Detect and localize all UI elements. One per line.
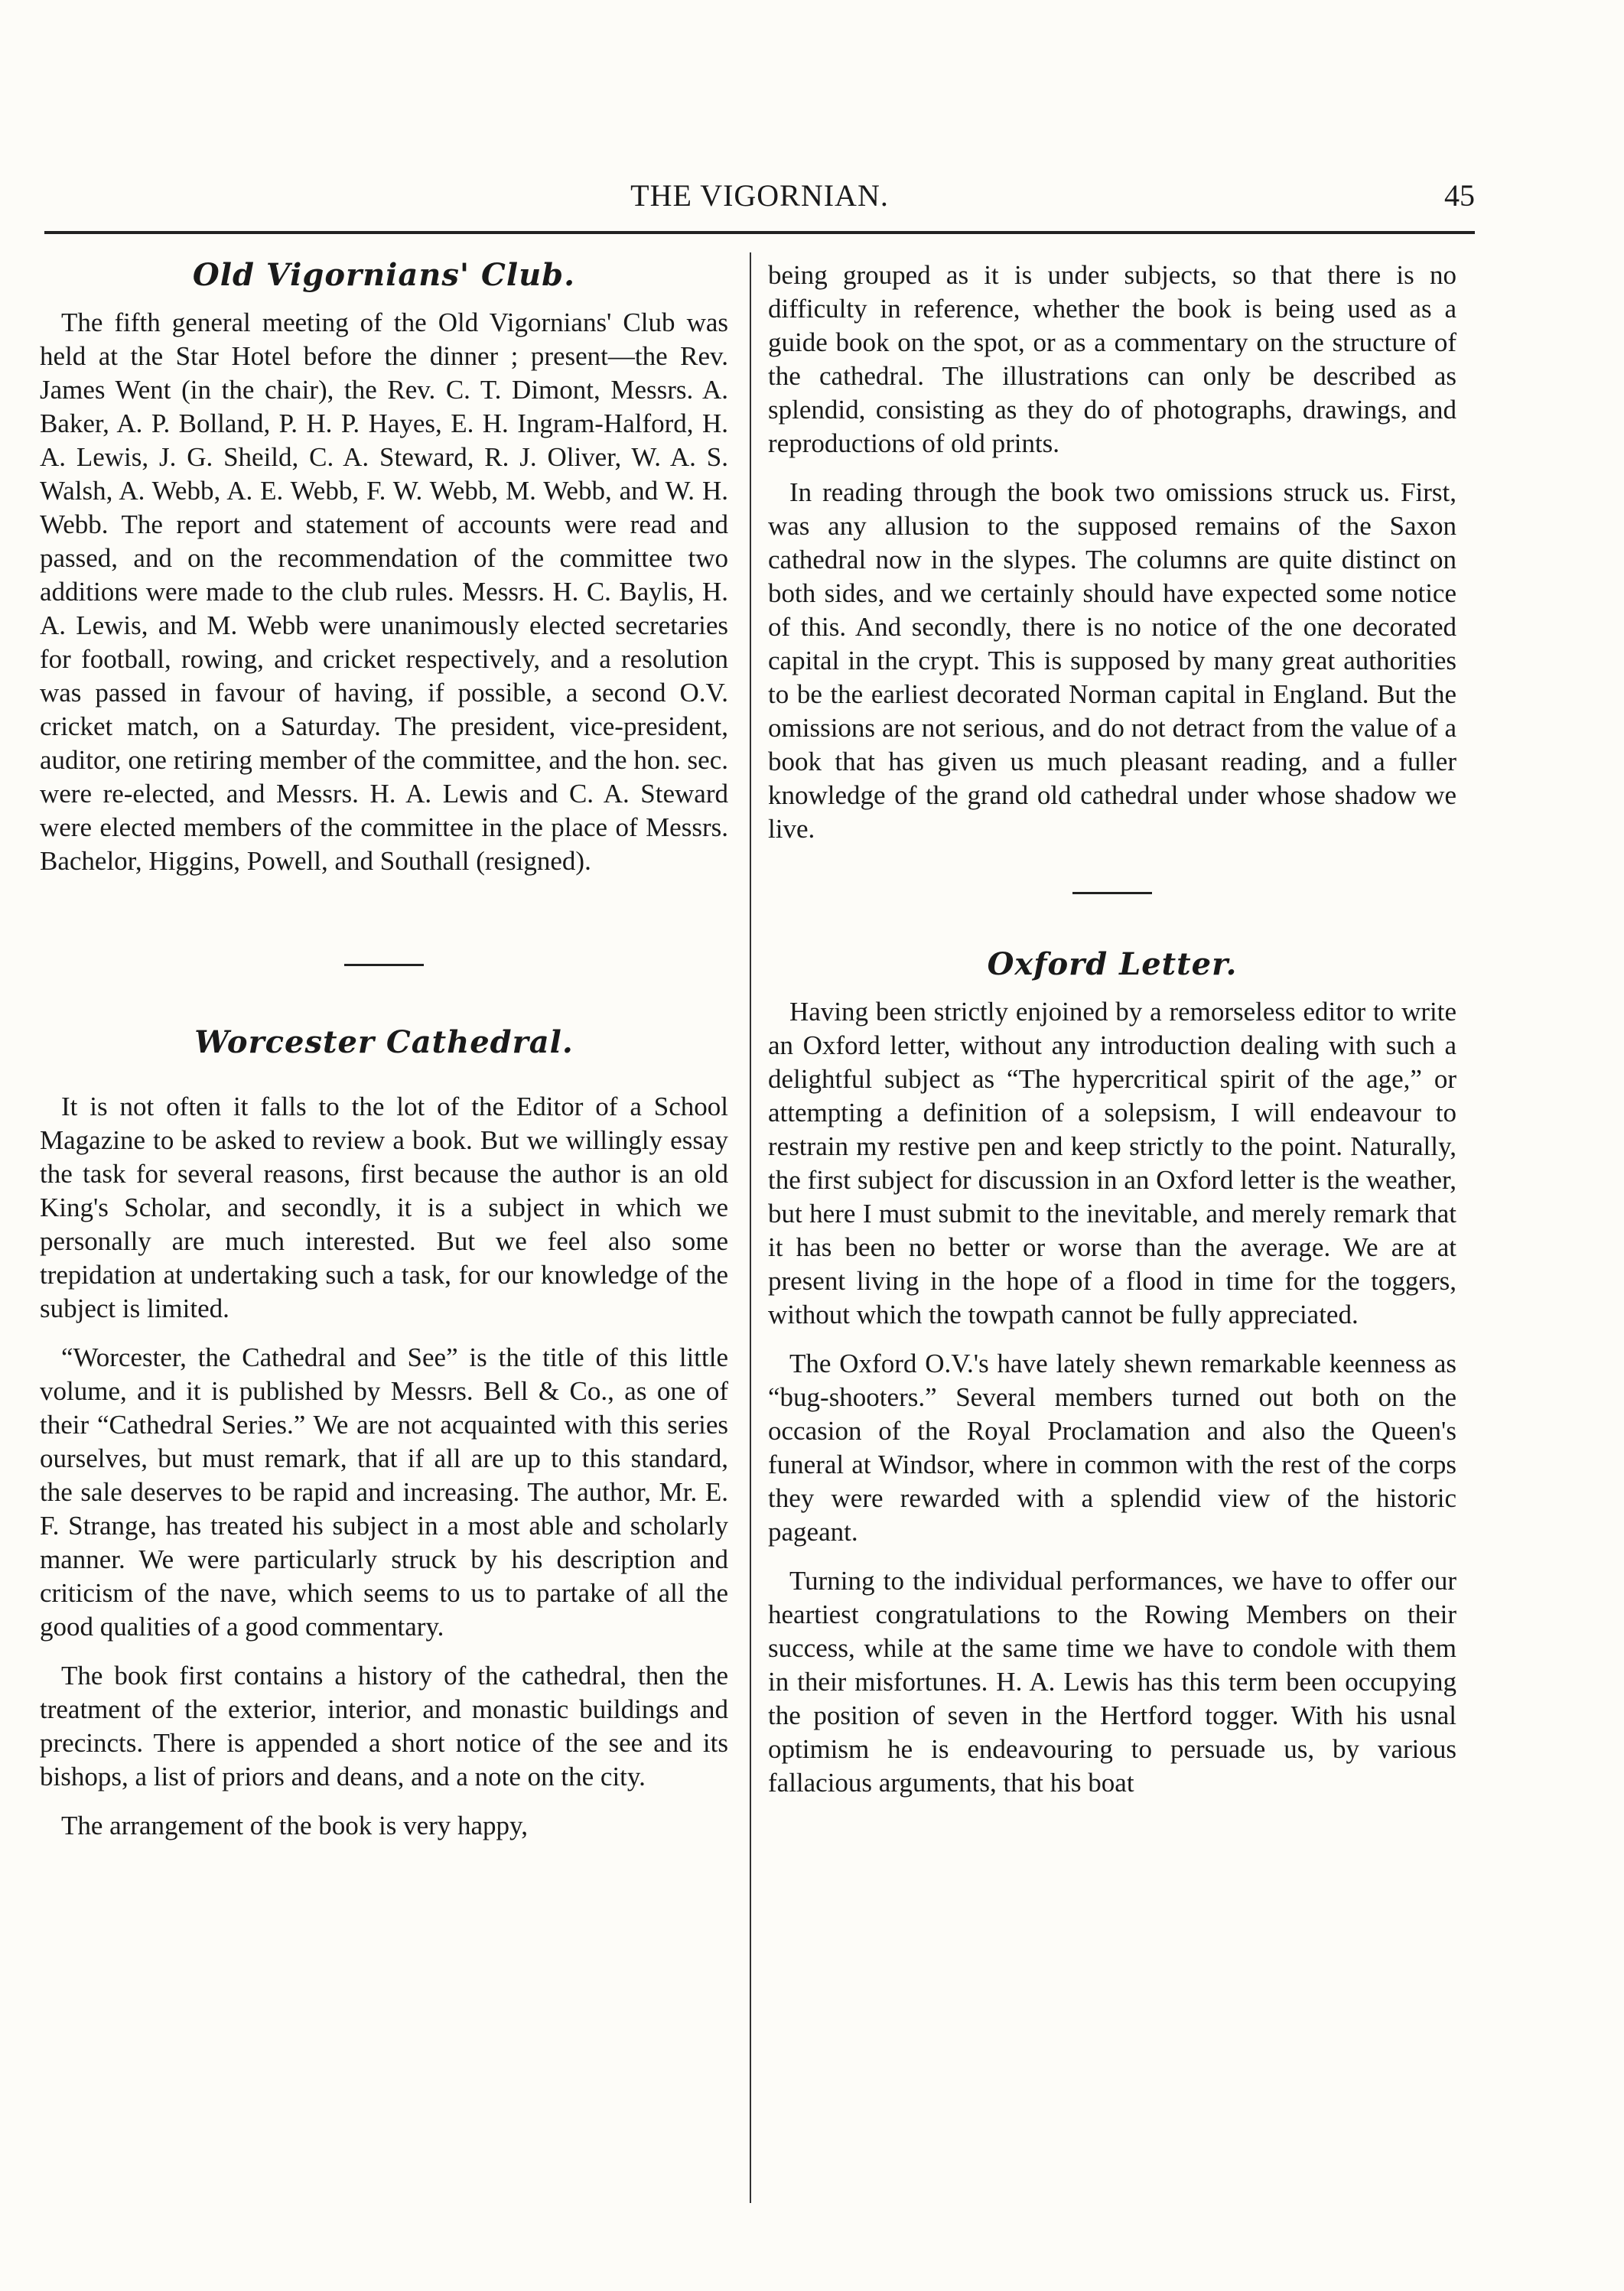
header-rule: [44, 231, 1475, 234]
cathedral-paragraph: “Worcester, the Cathedral and See” is the title of this little volume, and it is published by Messrs. Bell & Co., as one of their “Cathedral Series.” We are not acquainted with this series ourselves, but must remark, that if all are up to this standard, the sale deserves to be rapid and increasing. The author, Mr. E. F. Strange, has treated his subject in a most able and scholarly manner. We were particularly struck by his description and criticism of the nave, which seems to us to partake of all the good qualities of a good commentary.: [40, 1342, 728, 1642]
oxford-letter-paragraph: Having been strictly enjoined by a remorseless editor to write an Oxford letter, without any introduction dealing with such a delightful subject as “The hypercritical spirit of the age,” or attempting a definition of a solepsism, I will endeavour to restrain my restive pen and keep strictly to the point. Naturally, the first subject for discussion in an Oxford letter is the weather, but here I must submit to the inevitable, and merely remark that it has been no better or worse than the average. We are at present living in the hope of a flood in time for the toggers, without which the towpath cannot be fully appreciated.: [768, 997, 1456, 1329]
right-column: [768, 259, 1456, 1815]
cathedral-heading: Worcester Cathedral.: [194, 1024, 574, 1060]
ov-club-heading: Old Vigornians' Club.: [192, 257, 576, 293]
ov-club-paragraph: The fifth general meeting of the Old Vigornians' Club was held at the Star Hotel before the dinner ; present—the Rev. James Went (in the chair), the Rev. C. T. Dimont, Messrs. A. Baker, A. P. Bolland, P. H. P. Hayes, E. H. Ingram-Halford, H. A. Lewis, J. G. Sheild, C. A. Steward, R. J. Oliver, W. A. S. Walsh, A. Webb, A. E. Webb, F. W. Webb, M. Webb, and W. H. Webb. The report and statement of accounts were read and passed, and on the recommendation of the committee two additions were made to the club rules. Messrs. H. C. Baylis, H. A. Lewis, and M. Webb were unanimously elected secretaries for football, rowing, and cricket respectively, and a resolution was passed in favour of having, if possible, a second O.V. cricket match, on a Saturday. The president, vice-president, auditor, one retiring member of the committee, and the hon. sec. were re-elected, and Messrs. H. A. Lewis and C. A. Steward were elected members of the committee in the place of Messrs. Bachelor, Higgins, Powell, and Southall (resigned).: [40, 308, 728, 876]
cathedral-paragraph: It is not often it falls to the lot of the Editor of a School Magazine to be asked to review a book. But we willingly essay the task for several reasons, first because the author is an old King's Scholar, and secondly, it is a subject in which we personally are much interested. But we feel also some trepidation at undertaking such a task, for our knowledge of the subject is limited.: [40, 1092, 728, 1323]
oxford-letter-paragraph: Turning to the individual performances, we have to offer our heartiest congratulations to the Rowing Members on their success, while at the same time we have to condole with them in their misfortunes. H. A. Lewis has this term been occupying the position of seven in the Hertford togger. With his usnal optimism he is endeavouring to persuade us, by various fallacious arguments, that his boat: [768, 1566, 1456, 1798]
cathedral-paragraph: The book first contains a history of the cathedral, then the treatment of the exterior, interior, and monastic buildings and precincts. There is appended a short notice of the see and its bishops, a list of priors and deans, and a note on the city.: [40, 1661, 728, 1791]
page-number: 45: [1444, 178, 1475, 213]
running-title: THE VIGORNIAN.: [630, 178, 889, 213]
column-divider: [750, 252, 751, 2203]
left-column: [40, 259, 728, 1858]
oxford-letter-heading: Oxford Letter.: [987, 946, 1238, 982]
cathedral-paragraph: The arrangement of the book is very happy,: [61, 1811, 529, 1840]
oxford-letter-paragraph: The Oxford O.V.'s have lately shewn remarkable keenness as “bug-shooters.” Several members turned out both on the occasion of the Royal Proclamation and also the Queen's funeral at Windsor, where in common with the rest of the corps they were rewarded with a splendid view of the historic pageant.: [768, 1349, 1456, 1547]
cathedral-continued-paragraph: being grouped as it is under subjects, so that there is no difficulty in reference, whether the book is being used as a guide book on the spot, or as a commentary on the structure of the cathedral. The illustrations can only be described as splendid, consisting as they do of photographs, drawings, and reproductions of old prints.: [768, 260, 1456, 458]
cathedral-continued-paragraph: In reading through the book two omissions struck us. First, was any allusion to the supposed remains of the Saxon cathedral now in the slypes. The columns are quite distinct on both sides, and we certainly should have expected some notice of this. And secondly, there is no notice of the one decorated capital in the crypt. This is supposed by many great authorities to be the earliest decorated Norman capital in England. But the omissions are not serious, and do not detract from the value of a book that has given us much pleasant reading, and a fuller knowledge of the grand old cathedral under whose shadow we live.: [768, 477, 1456, 844]
page-header: [44, 177, 1475, 223]
